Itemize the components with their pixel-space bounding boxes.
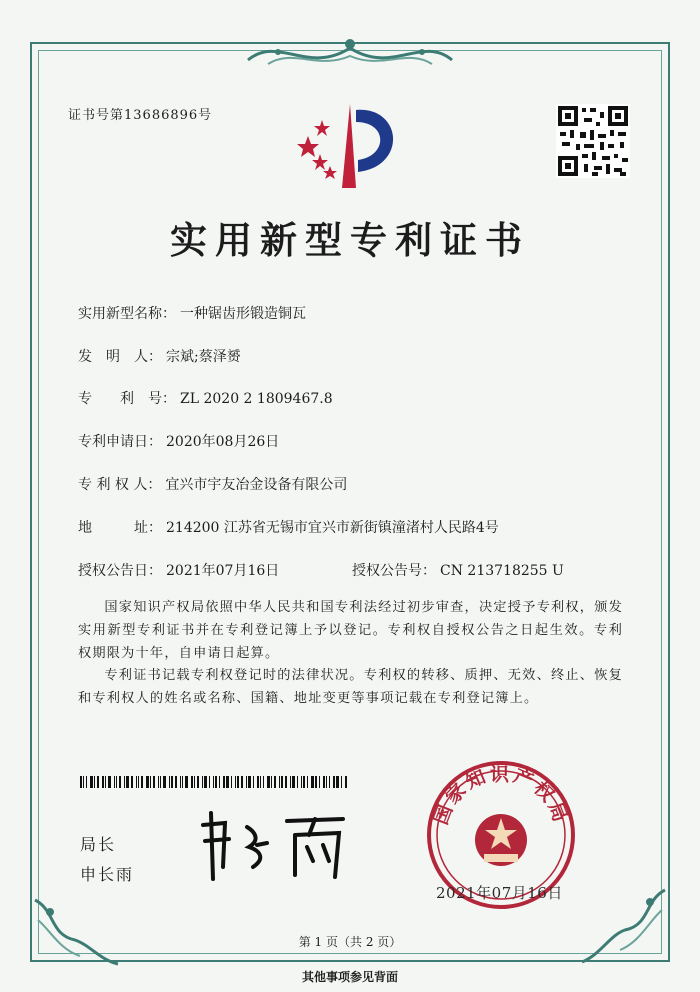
page-number: 第 1 页（共 2 页） (298, 935, 402, 949)
director-title: 局长 (80, 835, 117, 854)
certificate-number: 证书号第13686896号 (68, 108, 213, 123)
barcode-bar (141, 776, 143, 788)
bottom-left-ornament (30, 890, 120, 970)
statement-paragraph-1: 国家知识产权局依照中华人民共和国专利法经过初步审查，决定授予专利权，颁发实用新型专利证书并在专利登记簿上予以登记。专利权自授权公告之日起生效。专利权期限为十年，自申请日起算。 (78, 600, 623, 661)
barcode-bar (153, 776, 155, 788)
barcode-bar (263, 776, 264, 788)
field-grant-number (352, 560, 564, 580)
barcode-bar (260, 776, 261, 788)
field-label: 发 明 人： (78, 349, 162, 365)
field-patent-number (78, 388, 333, 408)
barcode-bar (281, 776, 283, 788)
barcode-bar (80, 776, 82, 788)
barcode-bar (323, 776, 325, 788)
field-value: ZL 2020 2 1809467.8 (180, 391, 333, 407)
barcode-bar (119, 776, 121, 788)
barcode-bar (194, 776, 195, 788)
barcode-bar (131, 776, 133, 788)
barcode-bar (182, 776, 183, 788)
field-value: 2020年08月26日 (166, 434, 280, 450)
field-filing-date (78, 431, 279, 451)
barcode-bar (226, 776, 229, 788)
barcode-bar (175, 776, 177, 788)
barcode-bar (219, 776, 220, 788)
barcode-bar (83, 776, 84, 788)
field-label: 专 利 权 人： (78, 477, 162, 493)
barcode-bar (180, 776, 181, 788)
barcode-bar (303, 776, 305, 788)
barcode-bar (253, 776, 254, 788)
barcode-bar (105, 776, 106, 788)
seal-text: 国家知识产权局 (429, 763, 573, 828)
barcode-bar (336, 776, 339, 788)
barcode-bar (307, 776, 308, 788)
barcode-bar (116, 776, 117, 788)
barcode-bar (248, 776, 251, 788)
qr-code-icon (556, 104, 630, 178)
barcode-bar (301, 776, 302, 788)
field-label: 授权公告日： (78, 563, 162, 579)
certificate-title: 实用新型专利证书 (170, 218, 530, 262)
field-utility-name (78, 303, 306, 323)
field-value: 214200 江苏省无锡市宜兴市新街镇潼渚村人民路4号 (166, 520, 499, 536)
barcode-bar (319, 776, 320, 788)
barcode (80, 776, 348, 788)
field-value: 宗斌;蔡泽赟 (166, 349, 241, 365)
barcode-bar (160, 776, 161, 788)
barcode-bar (241, 776, 243, 788)
footer-note: 其他事项参见背面 (301, 970, 398, 984)
barcode-bar (279, 776, 280, 788)
bottom-right-ornament (580, 880, 670, 970)
barcode-bar (102, 776, 104, 788)
barcode-bar (146, 776, 149, 788)
barcode-bar (297, 776, 298, 788)
field-label: 实用新型名称： (78, 306, 176, 322)
barcode-bar (163, 776, 166, 788)
statement-paragraph-2: 专利证书记载专利权登记时的法律状况。专利权的转移、质押、无效、终止、恢复和专利权人的姓名或名称、国籍、地址变更等事项记载在专利登记簿上。 (78, 668, 623, 706)
barcode-bar (329, 776, 330, 788)
barcode-bar (223, 776, 225, 788)
barcode-bar (185, 776, 188, 788)
barcode-bar (136, 776, 137, 788)
field-label: 授权公告号： (352, 563, 436, 579)
barcode-bar (213, 776, 214, 788)
barcode-bar (274, 776, 276, 788)
field-label: 专 利 号： (78, 391, 176, 407)
barcode-bar (231, 776, 232, 788)
cnipa-logo (292, 96, 408, 192)
director-name: 申长雨 (80, 865, 135, 884)
barcode-bar (202, 776, 203, 788)
barcode-bar (197, 776, 199, 788)
barcode-bar (138, 776, 139, 788)
barcode-bar (124, 776, 125, 788)
field-value: CN 213718255 U (440, 563, 564, 579)
barcode-bar (158, 776, 159, 788)
barcode-bar (290, 776, 291, 788)
field-label: 地 址： (78, 520, 162, 536)
barcode-bar (108, 776, 111, 788)
barcode-bar (341, 776, 342, 788)
director-signature (195, 805, 355, 885)
field-address (78, 517, 499, 537)
barcode-bar (114, 776, 115, 788)
barcode-bar (86, 776, 87, 788)
barcode-bar (315, 776, 317, 788)
barcode-bar (169, 776, 170, 788)
barcode-bar (333, 776, 335, 788)
barcode-bar (90, 776, 93, 788)
barcode-bar (126, 776, 129, 788)
field-inventor (78, 346, 241, 366)
barcode-bar (94, 776, 95, 788)
barcode-bar (267, 776, 270, 788)
barcode-bar (97, 776, 99, 788)
barcode-bar (209, 776, 210, 788)
barcode-bar (326, 776, 327, 788)
barcode-bar (271, 776, 272, 788)
barcode-bar (257, 776, 259, 788)
top-ornament (238, 30, 462, 76)
field-value: 一种锯齿形锻造铜瓦 (180, 306, 306, 322)
barcode-bar (215, 776, 217, 788)
barcode-bar (237, 776, 239, 788)
barcode-bar (285, 776, 287, 788)
field-value: 2021年07月16日 (166, 563, 280, 579)
barcode-bar (311, 776, 314, 788)
barcode-bar (345, 776, 347, 788)
field-grant-date (78, 560, 279, 580)
barcode-bar (246, 776, 247, 788)
barcode-bar (235, 776, 236, 788)
barcode-bar (150, 776, 151, 788)
seal-date: 2021年07月16日 (436, 884, 563, 902)
barcode-bar (292, 776, 295, 788)
field-value: 宜兴市宇友冶金设备有限公司 (165, 477, 348, 493)
field-patentee (78, 474, 347, 494)
barcode-bar (171, 776, 173, 788)
field-label: 专利申请日： (78, 434, 162, 450)
barcode-bar (191, 776, 193, 788)
barcode-bar (204, 776, 207, 788)
